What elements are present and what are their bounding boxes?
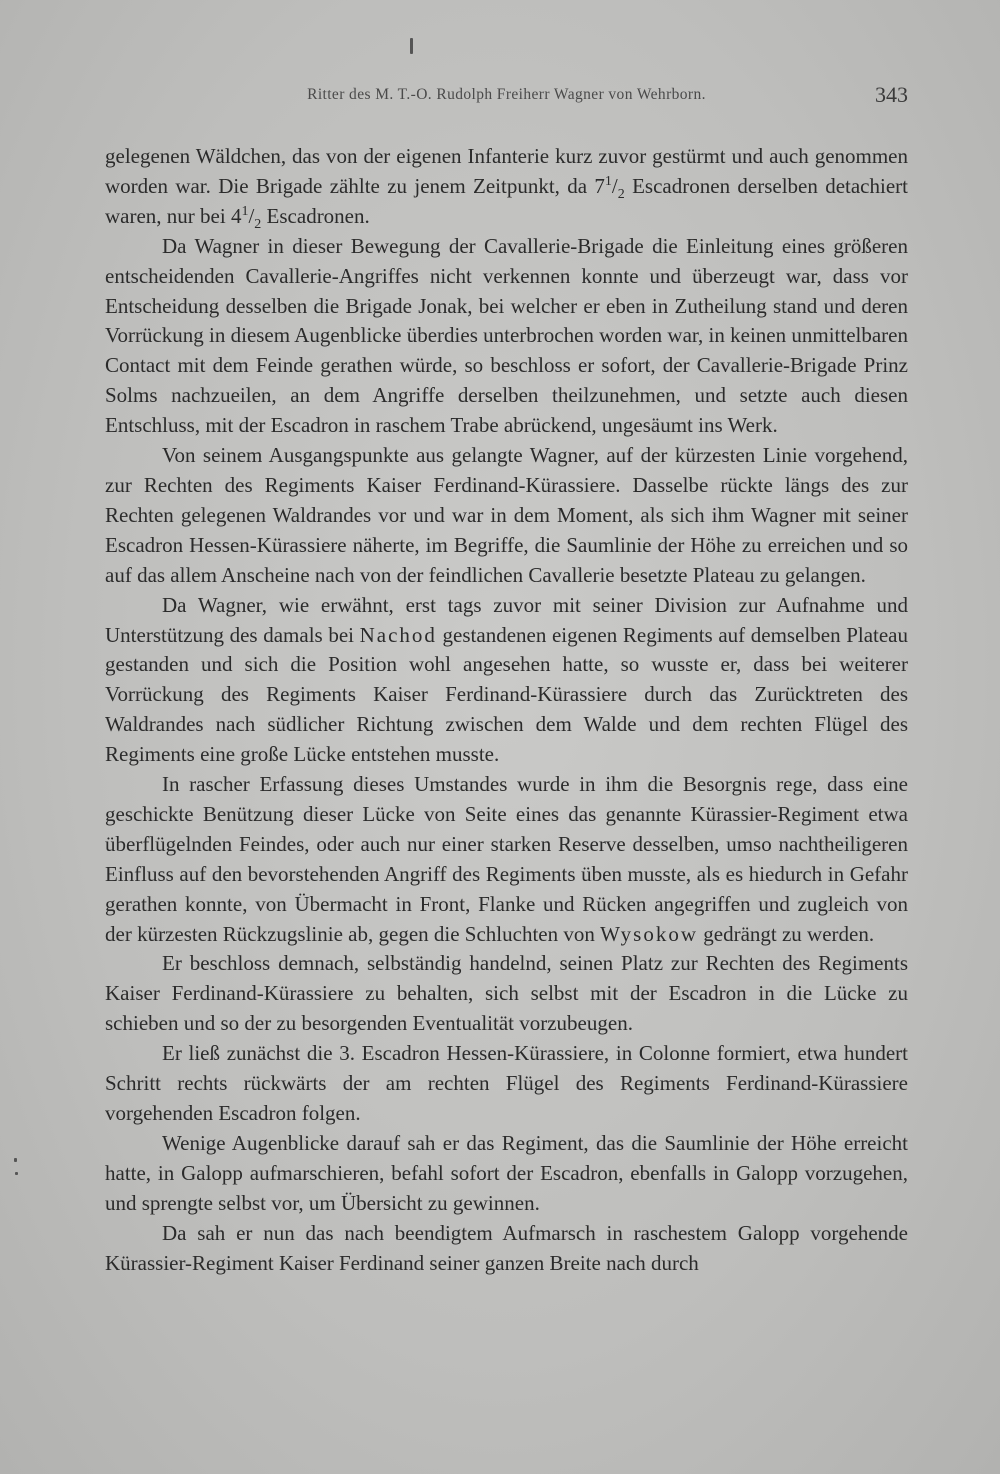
text-run: Von seinem Ausgangspunkte aus gelangte Wagner, auf der kürzesten Linie vorgehend, zur Rechten des Regiments Kaiser Ferdinand-Kürassiere. Dasselbe rückte längs des zur Rechten gelegenen Waldrandes vor und war in dem Moment, als sich ihm Wagner mit seiner Escadron Hessen-Kürassiere näherte, im Begriffe, die Saumlinie der Höhe zu erreichen und so auf das allem Anscheine nach von der feindlichen Cavallerie besetzte Plateau zu gelangen. xyxy=(105,443,908,587)
fraction-digit: 2 xyxy=(254,217,262,232)
text-run: Er ließ zunächst die 3. Escadron Hessen-Kürassiere, in Colonne formiert, etwa hundert Schritt rechts rückwärts der am rechten Flügel des Regiments Ferdinand-Kürassiere vorgehenden Escadron folgen. xyxy=(105,1041,908,1125)
text-run: / xyxy=(248,203,255,228)
page-number: 343 xyxy=(875,82,908,107)
running-title: Ritter des M. T.-O. Rudolph Freiherr Wagner von Wehrborn. xyxy=(307,86,706,103)
text-run: Escadronen. xyxy=(261,203,370,228)
fraction-digit: 2 xyxy=(617,187,625,203)
paragraph xyxy=(105,232,908,441)
place-name: Nachod xyxy=(359,622,437,647)
text-run: Da sah er nun das nach beendigtem Aufmarsch in raschestem Galopp vorgehende Kürassier-Regiment Kaiser Ferdinand seiner ganzen Breite nach durch xyxy=(105,1220,908,1275)
text-run: Wenige Augenblicke darauf sah er das Regiment, das die Saumlinie der Höhe erreicht hatte, in Galopp aufmarschieren, befahl sofort der Escadron, ebenfalls in Galopp vorzugehen, und sprengte selbst vor, um Übersicht zu gewinnen. xyxy=(105,1130,908,1215)
paragraph xyxy=(105,591,908,770)
fraction-digit: 1 xyxy=(604,173,612,189)
text-run: Da Wagner, wie erwähnt, erst tags zuvor mit seiner Division zur Aufnahme und Unterstützung des damals bei xyxy=(105,592,908,647)
place-name: Wysokow xyxy=(600,921,699,946)
text-run: Er beschloss demnach, selbständig handelnd, seinen Platz zur Rechten des Regiments Kaiser Ferdinand-Kürassiere zu behalten, sich selbst mit der Escadron in die Lücke zu schieben und so der zu besorgenden Eventualität vorzubeugen. xyxy=(105,951,908,1036)
paragraph xyxy=(105,949,908,1039)
scan-speck xyxy=(14,1158,17,1162)
text-run: gestandenen eigenen Regiments auf demselben Plateau gestanden und sich die Position wohl angesehen hatte, so wusste er, dass bei weiterer Vorrückung des Regiments Kaiser Ferdinand-Kürassiere durch das Zurücktreten des Waldrandes nach südlicher Richtung zwischen dem Walde und dem rechten Flügel des Regiments eine große Lücke entstehen musste. xyxy=(105,622,909,767)
body-text xyxy=(105,142,908,1278)
paragraph xyxy=(105,441,908,591)
page-header xyxy=(105,82,908,118)
paragraph xyxy=(105,1219,908,1279)
scan-speck xyxy=(410,38,413,54)
text-run: gelegenen Wäldchen, das von der eigenen Infanterie kurz zuvor gestürmt und auch genommen worden war. Die Brigade zählte zu jenem Zeitpunkt, da 7 xyxy=(105,144,908,198)
text-run: Da Wagner in dieser Bewegung der Cavallerie-Brigade die Einleitung eines größeren entscheidenden Cavallerie-Angriffes nicht verkennen konnte und überzeugt war, dass vor Entscheidung desselben die Brigade Jonak, bei welcher er eben in Zutheilung stand und deren Vorrückung in diesem Augenblicke überdies unterbrochen worden war, in keinen unmittelbaren Contact mit dem Feinde gerathen würde, so beschloss er sofort, der Cavallerie-Brigade Prinz Solms nachzueilen, an dem Angriffe derselben theilzunehmen, und setzte auch diesen Entschluss, mit der Escadron in raschem Trabe abrückend, ungesäumt ins Werk. xyxy=(105,233,908,438)
text-run: Escadronen derselben detachiert waren, nur bei 4 xyxy=(105,173,908,228)
paragraph xyxy=(105,770,908,949)
paragraph xyxy=(105,1129,908,1219)
scan-speck xyxy=(15,1172,18,1175)
text-run: In rascher Erfassung dieses Umstandes wurde in ihm die Besorgnis rege, dass eine geschickte Benützung dieser Lücke von Seite eines das genannte Kürassier-Regiment etwa überflügelnden Feindes, oder auch nur einer starken Reserve desselben, umso nachtheiligeren Einfluss auf den bevorstehenden Angriff des Regiments üben musste, als es hiedurch in Gefahr gerathen konnte, von Übermacht in Front, Flanke und Rücken angegriffen und zugleich von der kürzesten Rückzugslinie ab, gegen die Schluchten von xyxy=(105,772,908,946)
text-run: / xyxy=(611,173,618,198)
fraction-digit: 1 xyxy=(241,203,249,219)
paragraph xyxy=(105,1039,908,1129)
text-run: gedrängt zu werden. xyxy=(698,921,875,946)
paragraph xyxy=(105,142,908,232)
